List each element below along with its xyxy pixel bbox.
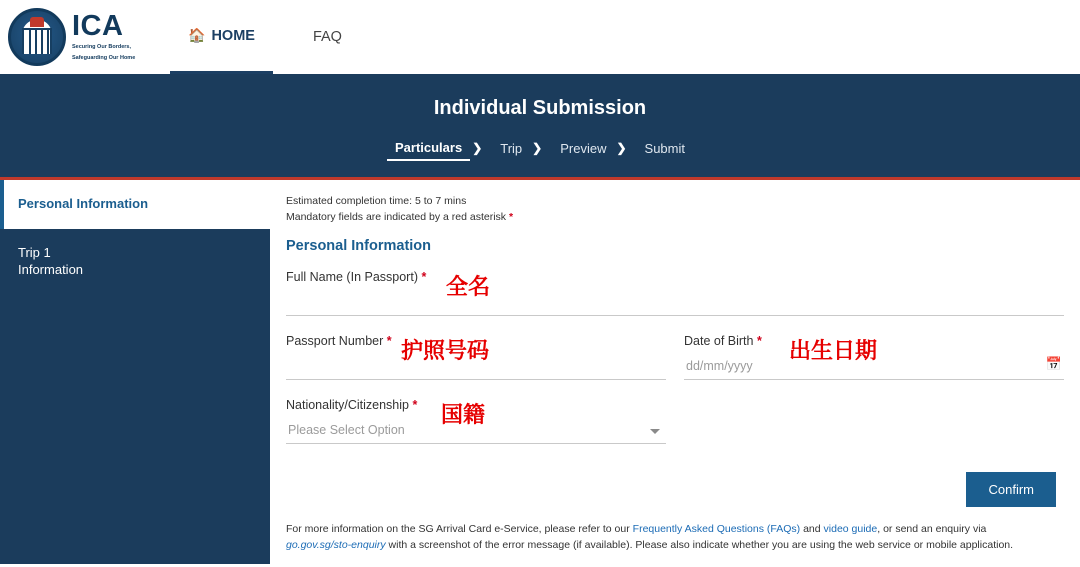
field-nationality-spacer (684, 386, 1064, 450)
step-separator-icon-2: ❯ (532, 141, 543, 155)
step-separator-icon-1: ❯ (472, 141, 483, 155)
logo-tagline-line2: Safeguarding Our Home (72, 54, 136, 61)
top-navigation-bar (0, 0, 1080, 74)
estimated-time-note: Estimated completion time: 5 to 7 mins (286, 195, 467, 207)
field-nationality (286, 386, 666, 450)
full-name-label: Full Name (In Passport) (286, 269, 418, 284)
step-trip[interactable]: Trip (500, 140, 523, 156)
page-banner (0, 74, 1080, 180)
ica-crest-icon (8, 8, 66, 66)
nav-item-home-label: HOME (211, 27, 255, 44)
faq-link[interactable]: Frequently Asked Questions (FAQs) (632, 522, 801, 535)
nav-item-home[interactable] (170, 0, 273, 74)
page-title: Individual Submission (433, 96, 647, 119)
nationality-select[interactable] (286, 418, 666, 444)
step-submit[interactable]: Submit (644, 140, 685, 156)
form-panel (270, 180, 1080, 564)
date-of-birth-label: Date of Birth (684, 333, 754, 348)
annotation-nationality: 国籍 (441, 401, 486, 427)
row-nationality (286, 386, 1064, 450)
sidebar-item-personal-information[interactable] (0, 180, 270, 229)
nav-item-faq-label: FAQ (312, 29, 342, 45)
required-asterisk-icon: * (508, 210, 514, 223)
mandatory-fields-text: Mandatory fields are indicated by a red asterisk (286, 210, 507, 223)
enquiry-link[interactable]: go.gov.sg/sto-enquiry (286, 538, 386, 551)
logo-text-block (72, 12, 135, 62)
date-of-birth-required-icon: * (756, 333, 762, 348)
nationality-label-wrap (286, 398, 666, 412)
footer-text-part4: with a screenshot of the error message (if available). Please also indicate whether you are using the web service or mobile application. (385, 538, 1014, 551)
step-preview[interactable]: Preview (560, 140, 607, 156)
passport-number-label-wrap (286, 334, 666, 348)
home-icon: 🏠 (188, 27, 206, 43)
sidebar-item-trip-1-information[interactable] (0, 229, 270, 295)
passport-number-input[interactable] (286, 354, 666, 380)
sidebar-item-trip-1-label-line2: Information (18, 261, 84, 277)
calendar-icon[interactable]: 📅 (1045, 355, 1062, 371)
row-full-name (286, 258, 1064, 322)
sidebar (0, 180, 270, 564)
nationality-label: Nationality/Citizenship (286, 397, 409, 412)
nationality-select-wrap[interactable] (286, 418, 666, 444)
confirm-row (286, 472, 1064, 507)
field-full-name (286, 258, 1064, 322)
field-passport-number (286, 322, 666, 386)
footer-help-note (286, 521, 1064, 554)
date-of-birth-input[interactable] (684, 354, 1064, 380)
date-of-birth-label-wrap (684, 334, 1064, 348)
chevron-down-icon[interactable] (650, 429, 660, 434)
annotation-full-name: 全名 (446, 273, 491, 299)
full-name-required-icon: * (421, 269, 427, 284)
step-indicator (387, 140, 693, 161)
video-guide-link[interactable]: video guide (823, 522, 878, 535)
nav-items (170, 0, 360, 74)
logo-tagline-line1: Securing Our Borders, (72, 44, 131, 51)
footer-text-part2: and (800, 522, 824, 535)
step-particulars[interactable]: Particulars (387, 140, 470, 161)
annotation-passport-number: 护照号码 (401, 337, 490, 363)
nationality-required-icon: * (412, 397, 418, 412)
section-title-personal-information: Personal Information (286, 237, 432, 254)
field-date-of-birth (684, 322, 1064, 386)
mandatory-fields-note (286, 210, 1064, 226)
annotation-date-of-birth: 出生日期 (789, 337, 878, 363)
passport-number-label: Passport Number (286, 333, 384, 348)
row-passport-dob (286, 322, 1064, 386)
step-separator-icon-3: ❯ (616, 141, 627, 155)
date-of-birth-input-wrap (684, 354, 1064, 380)
page-content (0, 180, 1080, 564)
full-name-input[interactable] (286, 290, 1064, 316)
nav-item-faq[interactable] (295, 0, 360, 74)
sidebar-item-trip-1-label-line1: Trip 1 (18, 244, 51, 260)
logo-title: ICA (72, 10, 124, 43)
full-name-label-wrap (286, 270, 1064, 284)
footer-text-part3: , or send an enquiry via (877, 522, 987, 535)
ica-logo[interactable] (8, 8, 148, 66)
passport-number-required-icon: * (386, 333, 392, 348)
confirm-button[interactable]: Confirm (966, 472, 1056, 507)
footer-text-part1: For more information on the SG Arrival Card e-Service, please refer to our (286, 522, 633, 535)
sidebar-item-personal-information-label: Personal Information (18, 196, 149, 211)
